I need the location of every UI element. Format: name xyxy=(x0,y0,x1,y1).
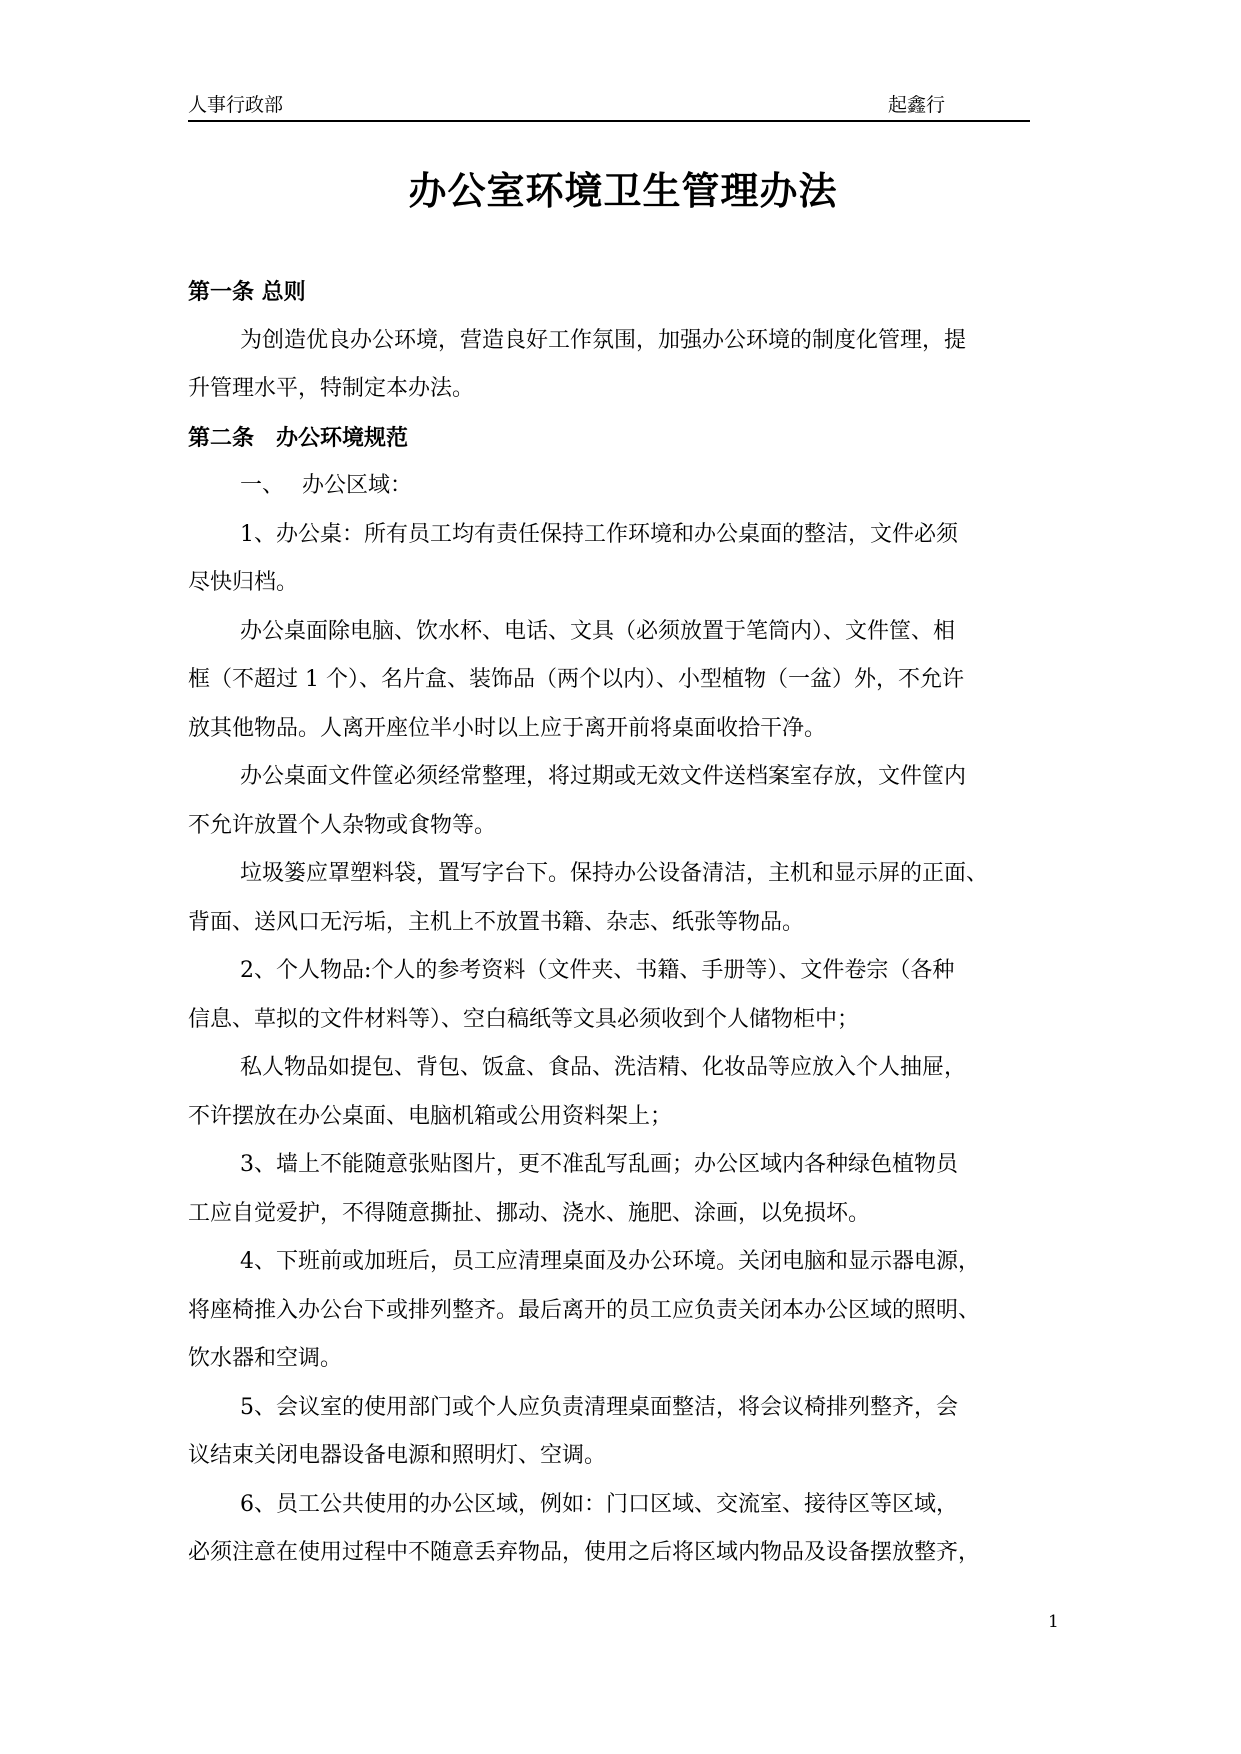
paragraph-line: 将座椅推入办公台下或排列整齐。最后离开的员工应负责关闭本办公区域的照明、 xyxy=(188,1297,981,1323)
paragraph-line: 不允许放置个人杂物或食物等。 xyxy=(188,812,497,838)
page-header xyxy=(188,88,1030,124)
paragraph-line: 5、会议室的使用部门或个人应负责清理桌面整洁，将会议椅排列整齐，会 xyxy=(240,1394,958,1420)
document-title: 办公室环境卫生管理办法 xyxy=(408,168,838,213)
section-heading: 第一条 总则 xyxy=(188,279,306,305)
paragraph-line: 垃圾篓应罩塑料袋，置写字台下。保持办公设备清洁，主机和显示屏的正面、 xyxy=(240,861,989,886)
paragraph-line: 议结束关闭电器设备电源和照明灯、空调。 xyxy=(188,1443,607,1468)
paragraph-line: 4、下班前或加班后，员工应清理桌面及办公环境。关闭电脑和显示器电源， xyxy=(240,1249,980,1274)
paragraph-line: 升管理水平，特制定本办法。 xyxy=(188,376,475,401)
page-number: 1 xyxy=(1048,1612,1059,1632)
section-heading: 第二条 办公环境规范 xyxy=(188,424,409,451)
paragraph-line: 3、墙上不能随意张贴图片，更不准乱写乱画；办公区域内各种绿色植物员 xyxy=(240,1152,958,1177)
paragraph-line: 2、个人物品:个人的参考资料（文件夹、书籍、手册等）、文件卷宗（各种 xyxy=(240,958,955,983)
paragraph-line: 1、办公桌：所有员工均有责任保持工作环境和办公桌面的整洁，文件必须 xyxy=(240,521,958,547)
paragraph-line: 饮水器和空调。 xyxy=(188,1346,343,1371)
paragraph-line: 办公桌面文件筐必须经常整理，将过期或无效文件送档案室存放，文件筐内 xyxy=(240,764,967,789)
paragraph-line: 放其他物品。人离开座位半小时以上应于离开前将桌面收拾干净。 xyxy=(188,715,827,741)
header-divider xyxy=(188,120,1030,122)
paragraph-line: 背面、送风口无污垢，主机上不放置书籍、杂志、纸张等物品。 xyxy=(188,909,805,935)
paragraph-line: 信息、草拟的文件材料等）、空白稿纸等文具必须收到个人储物柜中； xyxy=(188,1006,860,1032)
paragraph-line: 不许摆放在办公桌面、电脑机箱或公用资料架上； xyxy=(188,1103,673,1129)
paragraph-line: 尽快归档。 xyxy=(188,570,299,595)
header-company: 起鑫行 xyxy=(888,94,946,116)
paragraph-line: 必须注意在使用过程中不随意丢弃物品，使用之后将区域内物品及设备摆放整齐， xyxy=(188,1540,981,1565)
subsection-heading: 一、 办公区域： xyxy=(240,473,412,498)
paragraph-line: 私人物品如提包、背包、饭盒、食品、洗洁精、化妆品等应放入个人抽屉， xyxy=(240,1055,967,1080)
paragraph-line: 框（不超过 1 个）、名片盒、装饰品（两个以内）、小型植物（一盆）外，不允许 xyxy=(188,667,964,692)
document-body xyxy=(188,268,1060,1578)
header-department: 人事行政部 xyxy=(188,94,284,116)
paragraph-line: 6、员工公共使用的办公区域，例如：门口区域、交流室、接待区等区域， xyxy=(240,1491,958,1517)
paragraph-line: 工应自觉爱护，不得随意撕扯、挪动、浇水、施肥、涂画，以免损坏。 xyxy=(188,1200,871,1226)
paragraph-line: 为创造优良办公环境，营造良好工作氛围，加强办公环境的制度化管理，提 xyxy=(240,327,967,353)
paragraph-line: 办公桌面除电脑、饮水杯、电话、文具（必须放置于笔筒内）、文件筐、相 xyxy=(240,618,956,644)
